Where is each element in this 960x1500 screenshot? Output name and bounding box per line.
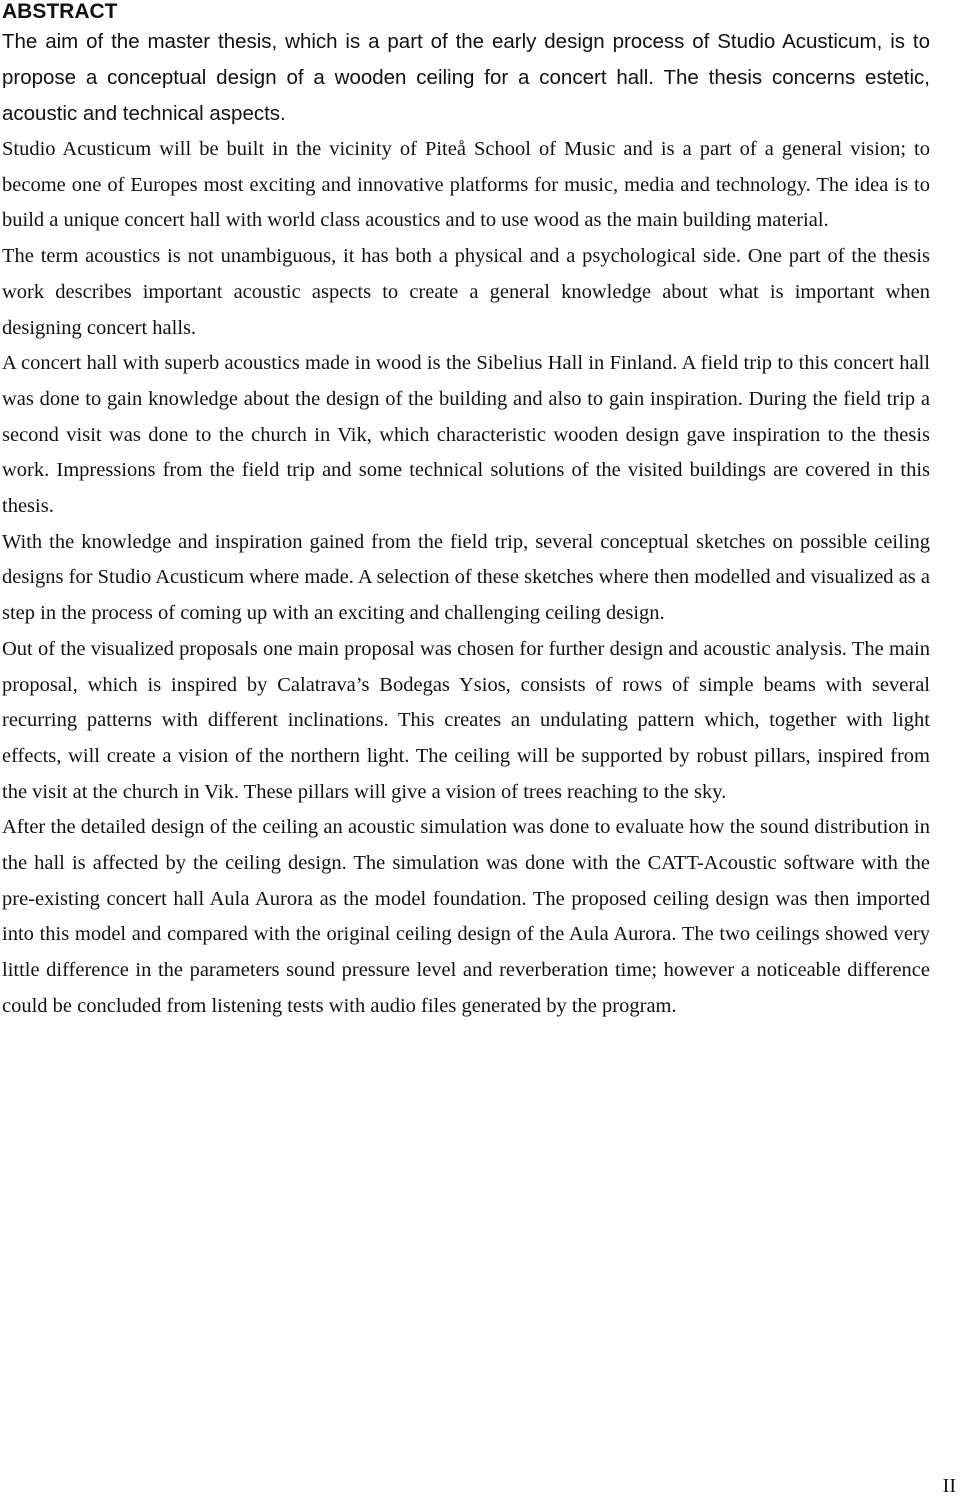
abstract-heading: ABSTRACT (2, 0, 118, 23)
page-number: II (942, 1475, 956, 1497)
paragraph-simulation: After the detailed design of the ceiling an acoustic simulation was done to evaluate how the sound distribution in the hall is affected by the ceiling design. The simulation was done with the CATT-Acoustic software with the pre-existing concert hall Aula Aurora as the model foundation. The proposed ceiling design was then imported into this model and compared with the original ceiling design of the Aula Aurora. The two ceilings showed very little difference in the parameters sound pressure level and reverberation time; however a noticeable difference could be concluded from listening tests with audio files generated by the program. (2, 816, 930, 1017)
document-page (2, 0, 930, 1025)
paragraph-term-acoustics: The term acoustics is not unambiguous, it has both a physical and a psychological side. One part of the thesis work describes important acoustic aspects to create a general knowledge about what is important when designing concert halls. (2, 245, 930, 339)
paragraph-studio-acusticum: Studio Acusticum will be built in the vicinity of Piteå School of Music and is a part of a general vision; to become one of Europes most exciting and innovative platforms for music, media and technology. The idea is to build a unique concert hall with world class acoustics and to use wood as the main building material. (2, 138, 930, 232)
paragraph-sibelius-hall: A concert hall with superb acoustics made in wood is the Sibelius Hall in Finland. A field trip to this concert hall was done to gain knowledge about the design of the building and also to gain inspiration. During the field trip a second visit was done to the church in Vik, which characteristic wooden design gave inspiration to the thesis work. Impressions from the field trip and some technical solutions of the visited buildings are covered in this thesis. (2, 352, 930, 518)
paragraph-sketches: With the knowledge and inspiration gained from the field trip, several conceptual sketches on possible ceiling designs for Studio Acusticum where made. A selection of these sketches where then modelled and visualized as a step in the process of coming up with an exciting and challenging ceiling design. (2, 530, 930, 625)
paragraph-main-proposal: Out of the visualized proposals one main proposal was chosen for further design and acoustic analysis. The main proposal, which is inspired by Calatrava’s Bodegas Ysios, consists of rows of simple beams with several recurring patterns with different inclinations. This creates an undulating pattern which, together with light effects, will create a vision of the northern light. The ceiling will be supported by robust pillars, inspired from the visit at the church in Vik. These pillars will give a vision of trees reaching to the sky. (2, 637, 930, 803)
paragraph-aim: The aim of the master thesis, which is a part of the early design process of Studio Acusticum, is to propose a conceptual design of a wooden ceiling for a concert hall. The thesis concerns estetic, acoustic and technical aspects. (2, 30, 930, 125)
